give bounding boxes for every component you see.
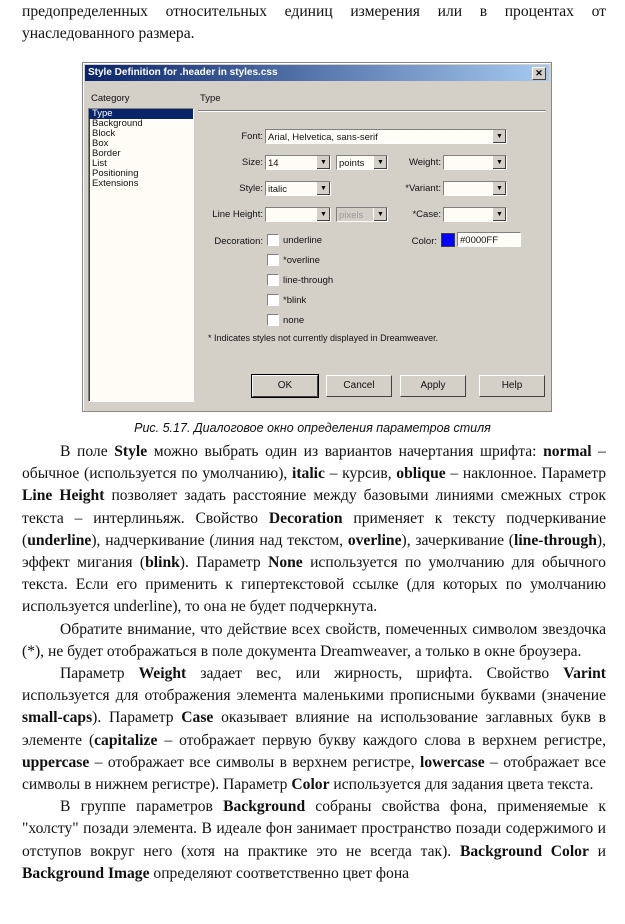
category-item[interactable]: Type (89, 109, 193, 119)
term: Background Image (22, 864, 150, 882)
category-item[interactable]: Extensions (92, 178, 139, 189)
category-item[interactable]: Border (92, 148, 121, 159)
line-height-select[interactable] (265, 207, 331, 222)
line-height-unit-value: pixels (339, 210, 364, 221)
paragraph (22, 1, 606, 45)
text-run: ), эффект мигания ( (22, 531, 606, 572)
text-run: ), надчеркивание (линия над текстом, (91, 531, 348, 549)
term: underline (27, 531, 92, 549)
term: Color (291, 776, 330, 794)
term: Decoration (268, 509, 343, 527)
text-run: – отображает все символы в нижнем регистре). Параметр (22, 753, 606, 794)
style-definition-dialog (82, 62, 552, 412)
term: overline (347, 531, 402, 549)
text-run: собраны свойства фона, применяемые к "холсту" позади элемента. В идеале фон занимает пространство позади содержимого и отступов вокруг него (хотя на практике это не всегда так). (22, 798, 606, 860)
category-item[interactable]: Box (92, 138, 109, 149)
font-label: Font: (241, 131, 263, 142)
line-height-label: Line Height: (212, 209, 263, 220)
size-value: 14 (268, 158, 279, 169)
case-label: *Case: (412, 209, 441, 220)
decoration-checkbox[interactable] (267, 314, 279, 326)
chevron-down-icon: ▼ (373, 156, 387, 169)
term: italic (292, 465, 325, 483)
category-item[interactable]: List (92, 158, 107, 169)
chevron-down-icon: ▼ (316, 156, 330, 169)
term: None (268, 554, 303, 572)
term: line-through (514, 531, 597, 549)
text-run: – курсив, (324, 465, 397, 483)
help-button[interactable]: Help (479, 375, 545, 397)
chevron-down-icon: ▼ (373, 208, 387, 221)
term: capitalize (94, 731, 158, 749)
text-run: оказывает влияние на использование заглавных букв в элементе ( (22, 709, 606, 749)
term: Case (181, 709, 214, 727)
text-run: можно выбрать один из вариантов начертания шрифта: (147, 443, 544, 460)
term: Style (114, 443, 148, 460)
font-value: Arial, Helvetica, sans-serif (268, 132, 378, 143)
term: normal (543, 443, 592, 460)
term: uppercase (22, 753, 90, 771)
figure-caption: Рис. 5.17. Диалоговое окно определения параметров стиля (134, 421, 491, 435)
category-item[interactable]: Positioning (92, 168, 139, 179)
color-value: #0000FF (460, 235, 499, 246)
size-unit-value: points (339, 158, 365, 169)
text-run: ). Параметр (92, 709, 182, 727)
text-run: В группе параметров (60, 798, 224, 816)
text-run: В поле (60, 443, 115, 460)
decoration-option-label: line-through (283, 275, 334, 286)
ok-button[interactable]: OK (252, 375, 318, 397)
note-text: * Indicates styles not currently displayed in Dreamweaver. (208, 333, 439, 343)
paragraph (22, 619, 606, 663)
variant-select[interactable] (443, 181, 507, 196)
decoration-option-label: *blink (283, 295, 307, 306)
variant-label: *Variant: (405, 183, 441, 194)
chevron-down-icon: ▼ (316, 182, 330, 195)
color-label: Color: (411, 236, 437, 247)
decoration-option-label: none (283, 315, 305, 326)
intro-text (22, 1, 606, 45)
chevron-down-icon: ▼ (492, 130, 506, 143)
text-run: позволяет задать расстояние между базовыми линиями смежных строк текста – интерлиньяж. Свойство (22, 487, 606, 527)
decoration-option-label: *overline (283, 255, 320, 266)
term: Background Color (459, 842, 589, 860)
text-run: определяют соответственно цвет фона (149, 864, 410, 882)
decoration-label: Decoration: (214, 236, 263, 247)
text-run: Обратите внимание, что действие всех свойств, помеченных символом звездочка (*), не будет отображаться в поле документа Dreamweaver, а только в окне броузера. (22, 620, 606, 660)
term: lowercase (420, 753, 485, 771)
style-value: italic (268, 184, 288, 195)
decoration-checkbox[interactable] (267, 234, 279, 246)
text-run: – обычное (используется по умолчанию), (22, 443, 606, 483)
apply-button[interactable]: Apply (400, 375, 466, 397)
category-label: Category (91, 93, 130, 104)
text-run: предопределенных относительных единиц измерения или в процентах от унаследованного размера. (22, 3, 606, 43)
paragraph (22, 663, 606, 796)
style-select[interactable] (265, 181, 331, 196)
chevron-down-icon: ▼ (492, 208, 506, 221)
text-run: Параметр (60, 665, 139, 683)
line-height-unit-select[interactable] (336, 207, 388, 222)
chevron-down-icon: ▼ (492, 182, 506, 195)
term: Line Height (22, 487, 105, 505)
dialog-title: Style Definition for .header in styles.css (88, 67, 278, 78)
text-run: ). Параметр (179, 554, 269, 572)
text-run: – наклонное. Параметр (445, 465, 607, 483)
font-select[interactable] (265, 129, 507, 144)
size-unit-select[interactable] (336, 155, 388, 170)
decoration-checkbox[interactable] (267, 294, 279, 306)
chevron-down-icon: ▼ (316, 208, 330, 221)
term: Weight (138, 665, 187, 683)
decoration-checkbox[interactable] (267, 274, 279, 286)
text-run: используется для задания цвета текста. (329, 776, 594, 794)
text-run: задает вес, или жирность, шрифта. Свойство (186, 665, 564, 683)
text-run: используется по умолчанию для обычного текста. Если его применить к гипертекстовой ссылке (для которых по умолчанию используется underline), то она не будет подчеркнута. (22, 554, 606, 616)
paragraph (22, 441, 606, 619)
close-icon[interactable]: ✕ (532, 67, 546, 80)
separator (198, 110, 546, 112)
case-select[interactable] (443, 207, 507, 222)
text-run: – отображает первую букву каждого слова в верхнем регистре, (157, 731, 606, 749)
body-text (22, 441, 606, 885)
text-run: и (588, 842, 606, 860)
category-item[interactable]: Block (92, 128, 116, 139)
decoration-option-label: underline (283, 235, 323, 246)
category-list[interactable] (88, 108, 194, 402)
color-input[interactable] (457, 232, 521, 247)
term: oblique (396, 465, 446, 483)
category-item[interactable]: Background (92, 118, 143, 129)
text-run: используется для отображения элемента маленькими прописными буквами (значение (22, 687, 606, 705)
paragraph (22, 796, 606, 885)
term: Varint (563, 665, 606, 683)
chevron-down-icon: ▼ (492, 156, 506, 169)
style-label: Style: (239, 183, 263, 194)
decoration-checkbox[interactable] (267, 254, 279, 266)
size-select[interactable] (265, 155, 331, 170)
dialog-title-bar (85, 65, 549, 81)
text-run: применяет к тексту подчеркивание ( (22, 509, 607, 549)
weight-select[interactable] (443, 155, 507, 170)
color-swatch-button[interactable] (441, 233, 455, 247)
term: small-caps (22, 709, 93, 727)
size-label: Size: (241, 157, 263, 168)
section-title: Type (200, 93, 221, 104)
weight-label: Weight: (408, 157, 441, 168)
text-run: – отображает все символы в верхнем регистре, (89, 753, 420, 771)
text-run: ), зачеркивание ( (401, 531, 514, 549)
cancel-button[interactable]: Cancel (326, 375, 392, 397)
term: Background (223, 798, 306, 816)
term: blink (145, 554, 180, 572)
